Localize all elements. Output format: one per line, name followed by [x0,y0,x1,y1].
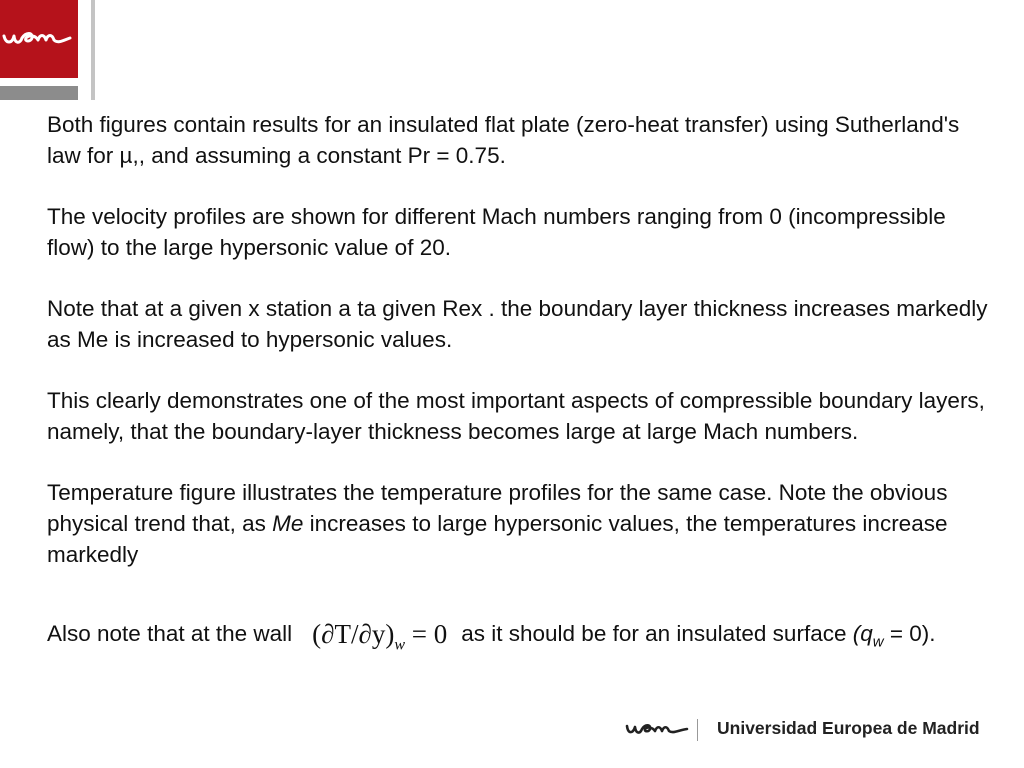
uem-logo [0,0,78,78]
heat-flux-close: = 0). [883,621,936,646]
paragraph-4: This clearly demonstrates one of the most important aspects of compressible boundary layers, namely, that the boundary-layer thickness becomes large at large Mach numbers. [47,388,985,444]
heat-flux-subscript: w [872,633,884,651]
paragraph-6-text-a: Also note that at the wall [47,621,293,646]
footer-branding [625,716,980,746]
paragraph-5-emphasis: Me [272,511,304,536]
header-divider [91,0,95,100]
paragraph-5-text-a: Temperature figure illustrates the temperature profiles for the same case. Note the obvious physical trend that, as [47,480,948,536]
uem-wordmark-icon [625,718,689,742]
wall-gradient-formula: $(\partial T/\partial y)_w = 0$ [312,619,448,654]
heat-flux-open: (q [852,621,873,646]
uem-logo-icon [0,0,78,78]
paragraph-6 [47,618,997,660]
paragraph-2: The velocity profiles are shown for different Mach numbers ranging from 0 (incompressible flow) to the large hypersonic value of 20. [47,204,946,260]
paragraph-5-text-b: increases to large hypersonic values, the temperatures increase markedly [47,511,948,567]
university-name: Universidad Europea de Madrid [717,718,980,738]
footer-divider [697,719,698,741]
paragraph-6-text-b: as it should be for an insulated surface [461,621,853,646]
paragraph-1: Both figures contain results for an insulated flat plate (zero-heat transfer) using Sutherland's law for µ,, and assuming a constant Pr = 0.75. [47,112,960,168]
paragraph-5 [47,477,997,570]
paragraph-3: Note that at a given x station a ta given Rex . the boundary layer thickness increases markedly as Me is increased to hypersonic values. [47,296,988,352]
logo-gray-bar [0,86,78,100]
slide-body [47,109,997,660]
